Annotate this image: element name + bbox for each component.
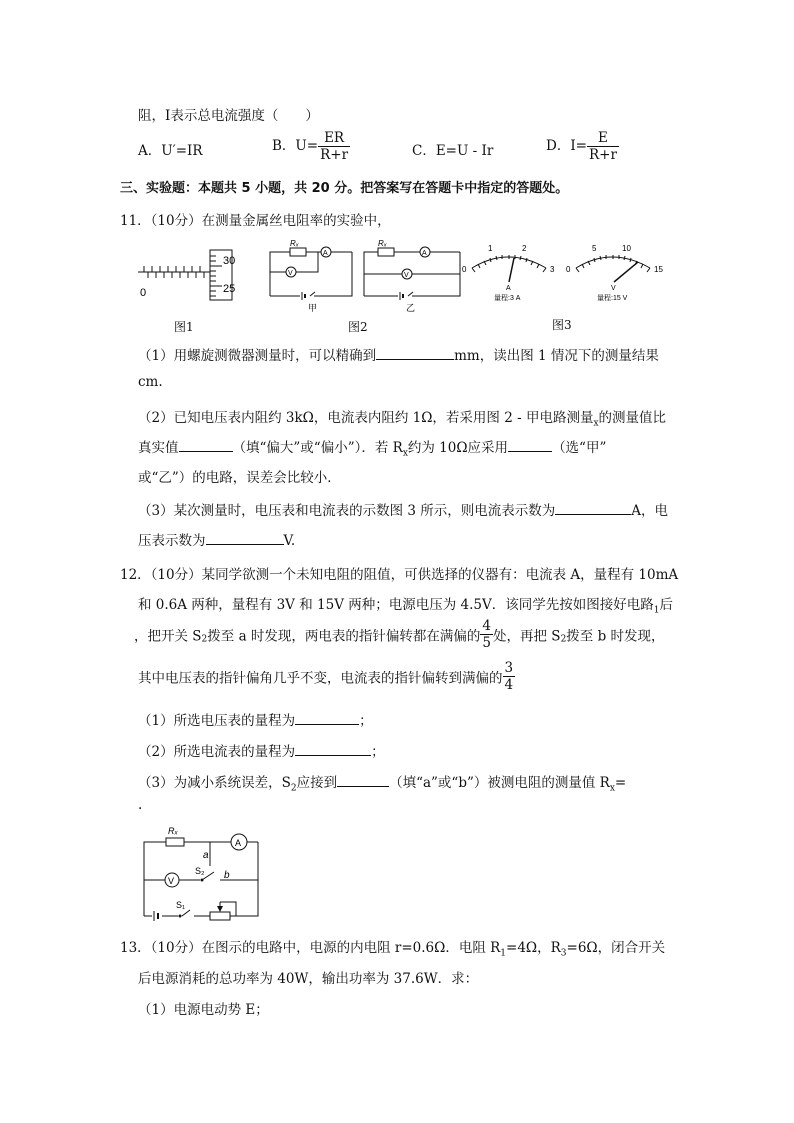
- subscript-1: 1: [500, 948, 507, 959]
- yi-label: 乙: [406, 303, 416, 313]
- circuit-figure-2: [262, 238, 464, 316]
- fraction-three-quarters: [503, 660, 516, 693]
- q11-part2-text-a: （2）已知电压表内阻约 3kΩ，电流表内阻约 1Ω，若采用图 2 - 甲电路测量: [138, 410, 594, 426]
- q11-part2-text-e: 约为 10Ω应采用: [407, 440, 509, 456]
- q11-part1-line2: cm.: [138, 374, 163, 390]
- q11-part2-line1: [138, 406, 666, 429]
- q10-option-d: [546, 130, 619, 163]
- q11-part2-text-f: （选“甲”: [552, 440, 607, 456]
- q12-line4-text: 其中电压表的指针偏角几乎不变，电流表的指针偏转到满偏的: [138, 670, 503, 687]
- q12-part2-text: （2）所选电流表的量程为: [138, 744, 296, 760]
- voltmeter-tick-5: 5: [592, 244, 597, 253]
- q11-part3-text-d: V.: [283, 533, 296, 549]
- fraction-denominator: 4: [504, 677, 514, 693]
- answer-blank[interactable]: [295, 741, 371, 756]
- q10-option-b-fraction: [318, 130, 350, 163]
- subscript-2: 2: [201, 634, 208, 645]
- q13-line1: [120, 936, 665, 959]
- q12-line3-text-c: 处，再把 S: [493, 628, 561, 645]
- fraction-four-fifths: [480, 618, 493, 651]
- q12-part2: [138, 740, 385, 760]
- q11-part2-text-c: 真实值: [138, 440, 179, 456]
- fraction-denominator: R+r: [320, 147, 349, 163]
- q12-line3: [134, 618, 665, 651]
- jia-voltmeter-letter: V: [288, 270, 293, 277]
- fraction-numerator: 4: [482, 618, 492, 634]
- yi-ammeter-letter: A: [422, 250, 427, 257]
- q12-line3-text-d: 拨至 b 时发现，: [566, 628, 665, 645]
- meters-figure-3: [458, 238, 670, 312]
- ammeter-tick-3: 3: [550, 265, 555, 274]
- q10-option-b: [272, 130, 350, 163]
- q12-part2-end: ；: [371, 744, 385, 760]
- q11-part3-text-b: A，电: [631, 503, 669, 519]
- circuit-s1-label: S₁: [176, 900, 186, 910]
- fig3-caption: 图3: [552, 318, 572, 332]
- ammeter-letter: A: [506, 285, 511, 292]
- answer-blank[interactable]: [376, 345, 454, 360]
- voltmeter-tick-0: 0: [566, 265, 571, 274]
- subscript-2: 2: [290, 783, 297, 794]
- ammeter-tick-1: 1: [488, 244, 493, 253]
- answer-blank[interactable]: [508, 437, 552, 452]
- q10-option-d-prefix: D．I=: [546, 138, 587, 154]
- q12-part1-text: （1）所选电压表的量程为: [138, 713, 296, 729]
- q11-part2-text-d: （填“偏大”或“偏小”）．若 R: [232, 440, 403, 456]
- q11-part2-line2: [138, 436, 606, 459]
- section-heading: 三、实验题：本题共 5 小题，共 20 分。把答案写在答题卡中指定的答题处。: [120, 181, 569, 196]
- voltmeter-tick-15: 15: [654, 265, 663, 274]
- q12-part3: [138, 771, 626, 794]
- q12-line3-text-b: 拨至 a 时发现，两电表的指针偏转都在满偏的: [207, 628, 481, 645]
- q10-option-a: A．U′=IR: [138, 143, 203, 159]
- circuit-a-label: a: [203, 850, 209, 861]
- q12-part1: [138, 709, 373, 729]
- fraction-numerator: E: [587, 130, 619, 147]
- q12-part1-end: ；: [359, 713, 373, 729]
- q12-line1: 12．（10分）某同学欲测一个未知电阻的阻值，可供选择的仪器有：电流表 A，量程有 10mA: [120, 567, 679, 583]
- circuit-s2-label: S₂: [195, 866, 205, 876]
- q12-part3-text-d: =: [614, 775, 627, 791]
- q13-line1-text-a: 13．（10分）在图示的电路中，电源的内电阻 r=0.6Ω．电阻 R: [120, 940, 501, 956]
- voltmeter-range: 量程:15 V: [597, 295, 628, 302]
- q12-line4: [138, 660, 515, 693]
- q13-line2: 后电源消耗的总功率为 40W，输出功率为 37.6W．求：: [138, 971, 479, 987]
- q12-line2: [138, 593, 673, 616]
- q11-part1-text-b: mm，读出图 1 情况下的测量结果: [454, 348, 659, 364]
- fig1-caption: 图1: [174, 320, 194, 334]
- micrometer-figure: [138, 246, 250, 302]
- micrometer-label-zero: 0: [140, 287, 147, 299]
- circuit-ammeter-letter: A: [235, 838, 242, 848]
- yi-voltmeter-letter: V: [404, 272, 409, 279]
- micrometer-label-bottom: 25: [223, 283, 236, 295]
- q10-option-c: C．E=U - Ir: [412, 143, 494, 159]
- answer-blank[interactable]: [295, 710, 359, 725]
- q11-part2-text-b: 的测量值比: [598, 410, 667, 426]
- q11-part3-line2: [138, 529, 295, 549]
- q12-part3-text-c: （填“a”或“b”）被测电阻的测量值 R: [389, 775, 610, 791]
- circuit-rx-label: Rₓ: [168, 826, 178, 836]
- micrometer-label-top: 30: [223, 255, 236, 267]
- ammeter-tick-2: 2: [522, 244, 527, 253]
- q13-part1: （1）电源电动势 E；: [138, 1002, 269, 1018]
- voltmeter-letter: V: [611, 285, 616, 292]
- jia-rx-label: Rₓ: [290, 239, 299, 248]
- q10-option-b-prefix: B．U=: [272, 138, 319, 154]
- q11-part2-line3: 或“乙”）的电路，误差会比较小．: [138, 470, 341, 486]
- q11-part3-text-c: 压表示数为: [138, 533, 206, 549]
- voltmeter-tick-10: 10: [622, 244, 631, 253]
- jia-ammeter-letter: A: [323, 250, 328, 257]
- q13-line1-text-b: =4Ω，R: [506, 940, 561, 956]
- subscript-3: 3: [560, 948, 567, 959]
- q12-circuit-diagram: [140, 822, 264, 922]
- circuit-voltmeter-letter: V: [168, 876, 175, 886]
- subscript-x: x: [593, 418, 599, 429]
- q13-line1-text-c: =6Ω，闭合开关: [566, 940, 666, 956]
- q11-part3-text-a: （3）某次测量时，电压表和电流表的示数图 3 所示，则电流表示数为: [138, 503, 556, 519]
- subscript-1: 1: [653, 605, 660, 616]
- subscript-x: x: [402, 448, 408, 459]
- answer-blank[interactable]: [179, 437, 233, 452]
- q11-part3-line1: [138, 499, 668, 519]
- q12-line2-text-b: 后: [659, 597, 673, 613]
- ammeter-tick-0: 0: [462, 265, 467, 274]
- circuit-b-label: b: [224, 870, 230, 881]
- fraction-numerator: ER: [318, 130, 350, 147]
- answer-blank[interactable]: [337, 772, 389, 787]
- q10-option-d-fraction: [587, 130, 619, 163]
- q12-part3-text-a: （3）为减小系统误差，S: [138, 775, 291, 791]
- answer-blank[interactable]: [555, 500, 631, 515]
- fraction-numerator: 3: [504, 660, 514, 676]
- q12-line2-text-a: 和 0.6A 两种，量程有 3V 和 15V 两种；电源电压为 4.5V．该同学先按如图接好电路: [138, 597, 654, 613]
- q12-line3-text-a: ，把开关 S: [134, 628, 202, 645]
- fraction-denominator: 5: [482, 635, 492, 651]
- fraction-denominator: R+r: [588, 147, 617, 163]
- q12-trailing-dot: .: [138, 797, 143, 813]
- subscript-2: 2: [560, 634, 567, 645]
- answer-blank[interactable]: [206, 530, 284, 545]
- yi-rx-label: Rₓ: [378, 239, 387, 248]
- q11-part1-text-a: （1）用螺旋测微器测量时，可以精确到: [138, 348, 377, 364]
- q11-stem: 11．（10分）在测量金属丝电阻率的实验中，: [120, 213, 391, 229]
- q12-part3-text-b: 应接到: [296, 775, 338, 791]
- q11-part1-line1: [138, 344, 659, 364]
- subscript-x: x: [609, 783, 615, 794]
- q10-tail: 阻，I表示总电流强度（ ）: [138, 108, 319, 124]
- jia-label: 甲: [308, 303, 318, 313]
- fig2-caption: 图2: [348, 320, 368, 334]
- ammeter-range: 量程:3 A: [494, 295, 521, 302]
